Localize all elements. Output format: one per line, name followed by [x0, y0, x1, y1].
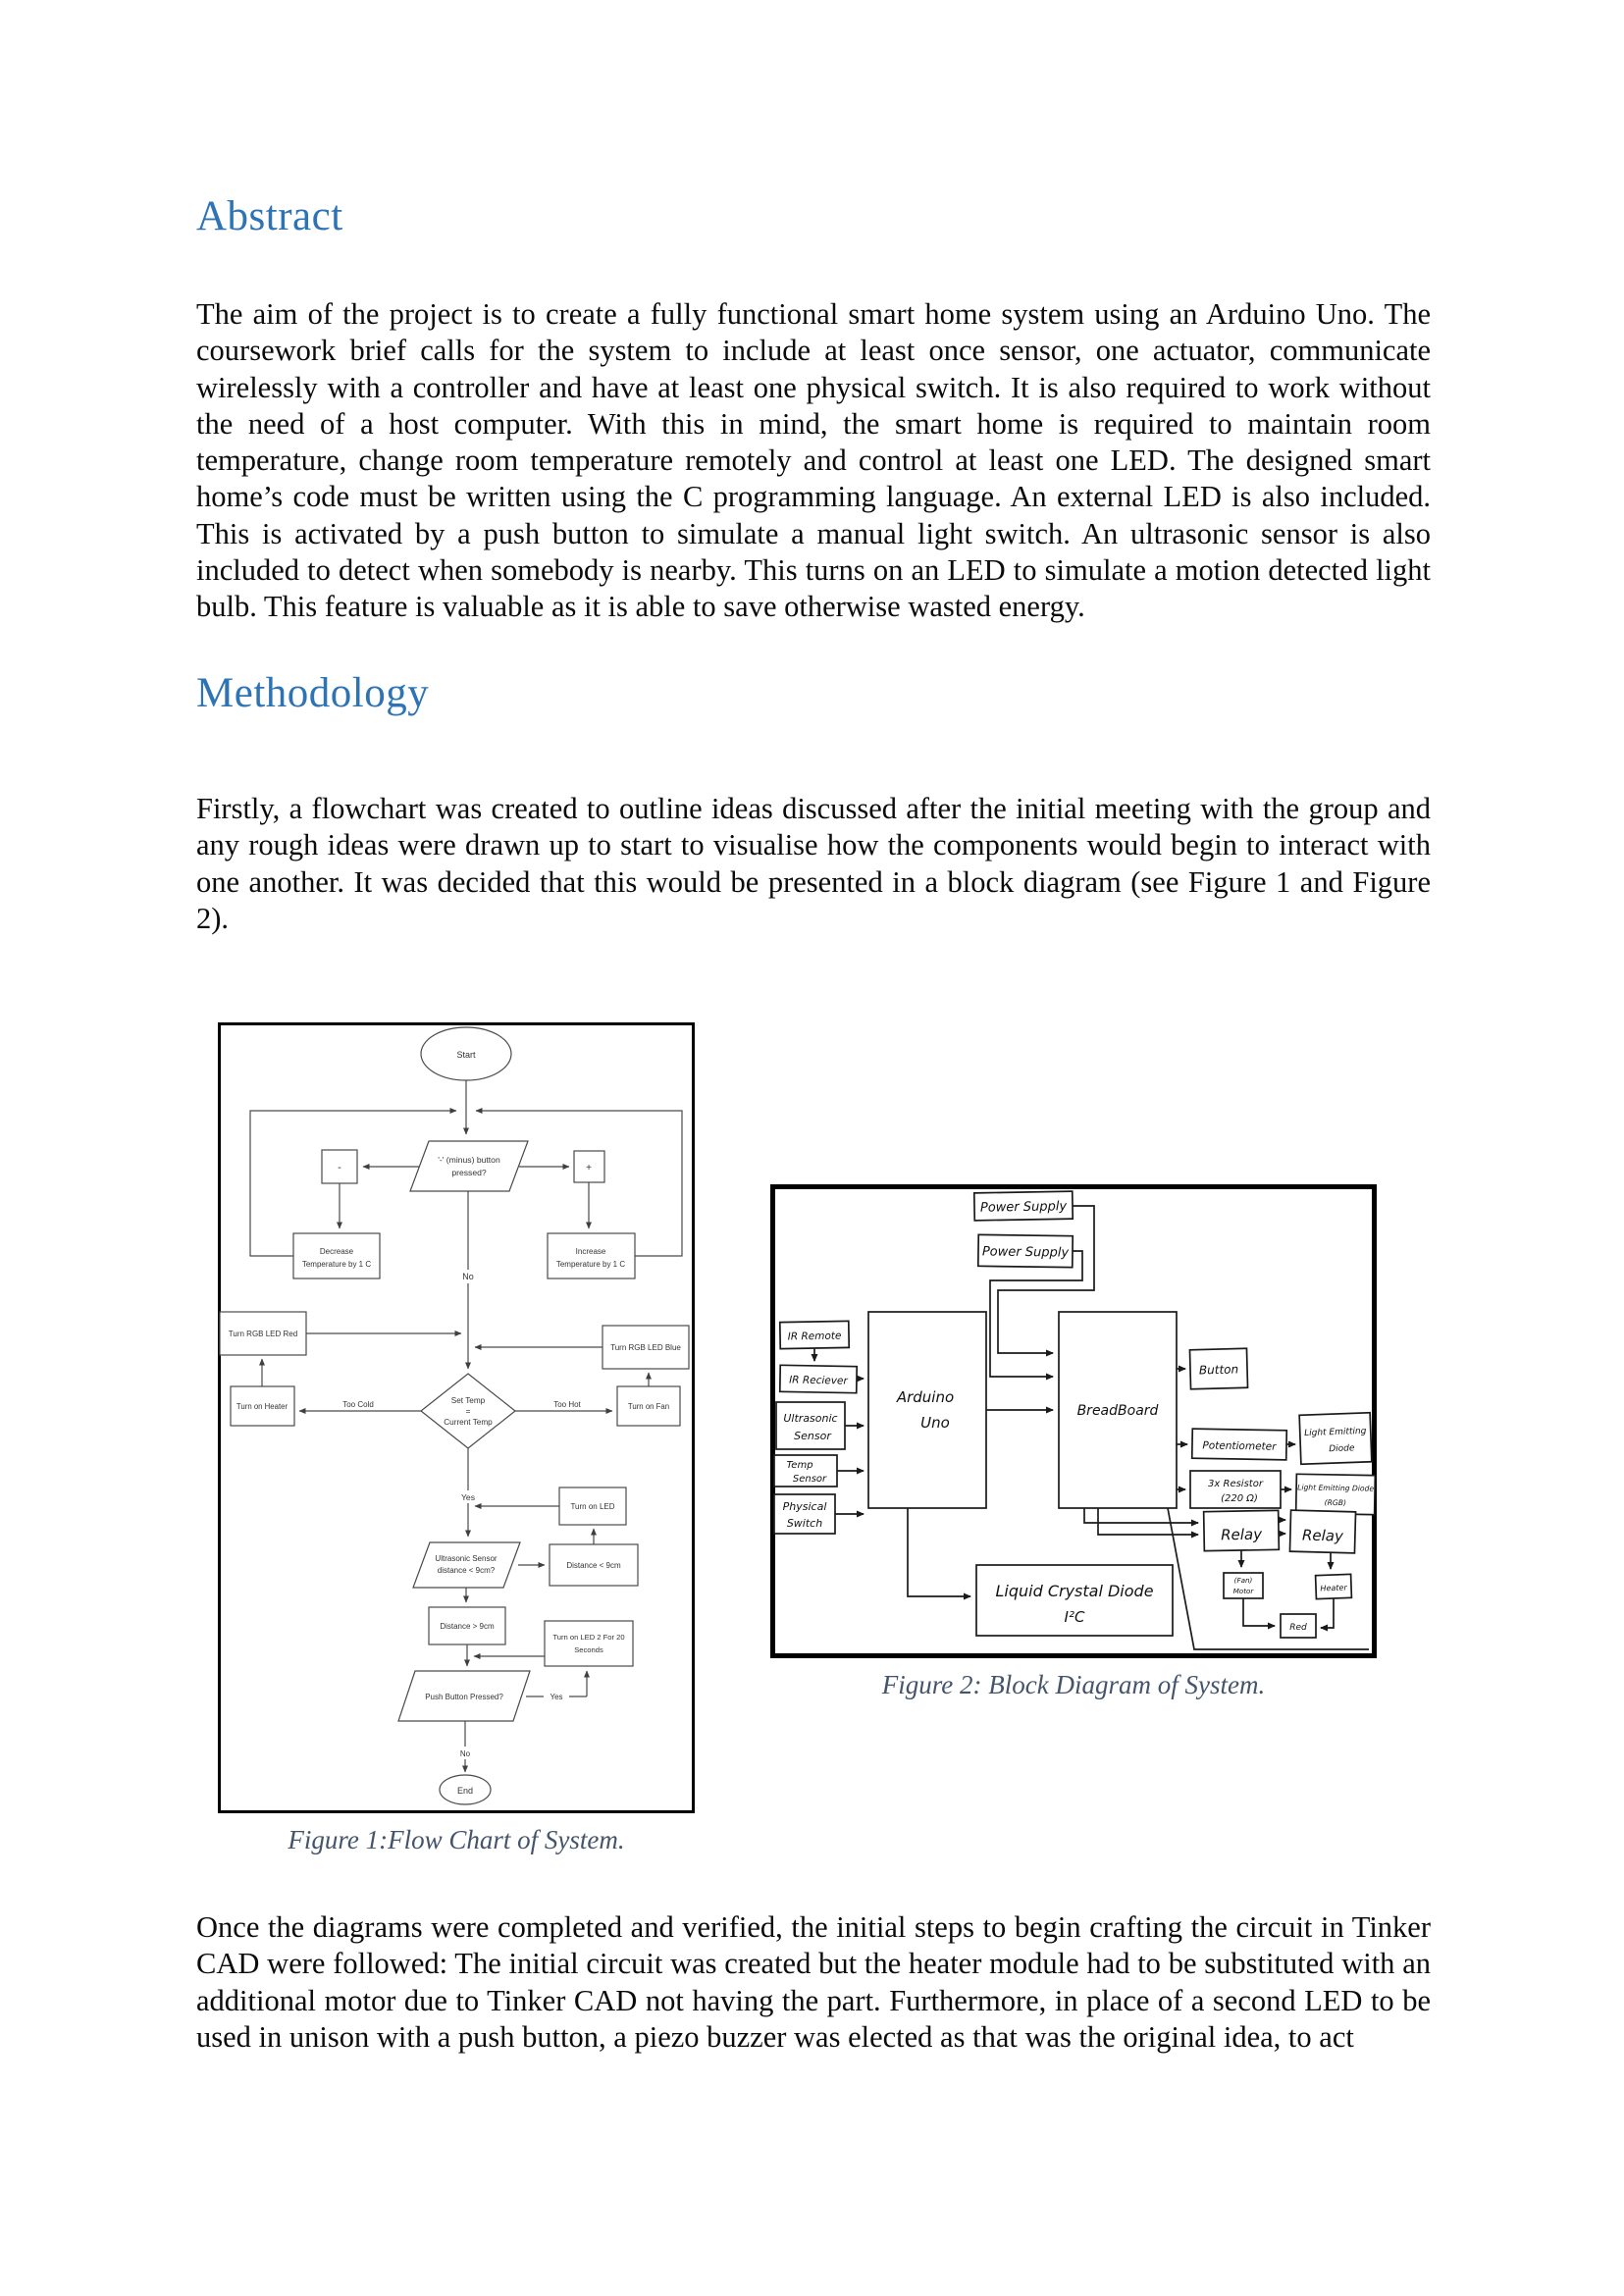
node-increase-temp	[548, 1233, 635, 1278]
block-lcd-i2c	[976, 1565, 1173, 1636]
led2-line2: Seconds	[574, 1645, 603, 1654]
block-light-emitting-diode	[1299, 1413, 1372, 1464]
node-ultrasonic-question	[413, 1542, 520, 1588]
figure1-flowchart	[218, 1022, 695, 1822]
node-start	[421, 1027, 511, 1080]
q1-line2: pressed?	[451, 1168, 487, 1177]
q2-line1: Ultrasonic Sensor	[435, 1554, 498, 1563]
svg-text:Potentiometer: Potentiometer	[1202, 1439, 1277, 1453]
heater-label: Turn on Heater	[236, 1402, 288, 1411]
svg-text:IR Reciever: IR Reciever	[789, 1374, 848, 1387]
block-led-rgb	[1296, 1474, 1376, 1514]
flowchart-svg	[218, 1022, 695, 1817]
svg-text:Red: Red	[1289, 1623, 1307, 1633]
node-led2-20s	[545, 1621, 633, 1666]
svg-text:(220 Ω): (220 Ω)	[1221, 1493, 1258, 1504]
q2-line2: distance < 9cm?	[437, 1566, 496, 1575]
node-temp-decision	[421, 1374, 515, 1448]
block-red	[1281, 1614, 1316, 1638]
svg-text:Diode: Diode	[1329, 1443, 1355, 1455]
svg-text:Power Supply: Power Supply	[981, 1244, 1070, 1261]
node-turn-on-fan	[617, 1386, 680, 1426]
plus-label: +	[586, 1163, 592, 1174]
block-power-supply-2	[978, 1234, 1073, 1267]
rgb-blue-label: Turn RGB LED Blue	[610, 1343, 681, 1352]
start-label: Start	[456, 1050, 476, 1060]
svg-text:Button: Button	[1198, 1362, 1239, 1378]
abstract-heading: Abstract	[196, 193, 343, 239]
figure2-block-diagram	[770, 1184, 1377, 1663]
node-minus-box	[322, 1150, 357, 1183]
block-3x-resistor	[1190, 1471, 1281, 1508]
node-turn-on-led	[559, 1487, 626, 1525]
edge-label-yes2	[544, 1690, 569, 1702]
block-ir-remote	[780, 1321, 849, 1348]
svg-text:IR Remote: IR Remote	[787, 1330, 842, 1343]
block-power-supply-1	[974, 1191, 1073, 1221]
svg-text:Switch: Switch	[786, 1517, 823, 1530]
svg-text:Yes: Yes	[460, 1492, 476, 1502]
abstract-paragraph: The aim of the project is to create a fully functional smart home system using an Arduino Uno. The coursework brief calls for the system to include at least once sensor, one actuator, communicate wirelessly with a controller and have at least one physical switch. It is also required to work without the need of a host computer. With this in mind, the smart home is required to maintain room temperature, change room temperature remotely and control at least one LED. The designed smart home’s code must be written using the C programming language. An external LED is also included. This is activated by a push button to simulate a manual light switch. An ultrasonic sensor is also included to detect when somebody is nearby. This turns on an LED to simulate a motion detected light bulb. This feature is valuable as it is able to save otherwise wasted energy.	[196, 297, 1431, 624]
node-end	[440, 1775, 491, 1804]
methodology-heading: Methodology	[196, 670, 430, 716]
d1-line2: =	[465, 1407, 471, 1416]
increase-line1: Increase	[575, 1247, 606, 1256]
svg-text:Arduino: Arduino	[896, 1388, 955, 1406]
methodology-paragraph: Firstly, a flowchart was created to outline ideas discussed after the initial meeting with the group and any rough ideas were drawn up to start to visualise how the components would begin to interact with one another. It was decided that this would be presented in a block diagram (see Figure 1 and Figure 2).	[196, 792, 1431, 935]
svg-text:Motor: Motor	[1232, 1587, 1254, 1595]
svg-text:(Fan): (Fan)	[1233, 1576, 1253, 1585]
increase-line2: Temperature by 1 C	[555, 1260, 626, 1269]
svg-text:Power Supply: Power Supply	[979, 1199, 1068, 1216]
svg-text:Sensor: Sensor	[794, 1430, 831, 1442]
block-ir-receiver	[780, 1365, 857, 1392]
led2-line1: Turn on LED 2 For 20	[552, 1633, 625, 1642]
svg-text:Light Emitting Diode: Light Emitting Diode	[1297, 1483, 1375, 1493]
block-diagram-svg	[770, 1184, 1377, 1658]
svg-text:Light Emitting: Light Emitting	[1304, 1426, 1367, 1439]
decrease-line2: Temperature by 1 C	[301, 1260, 372, 1269]
node-push-button-question	[398, 1671, 530, 1721]
figure1-caption: Figure 1:Flow Chart of System.	[288, 1825, 625, 1854]
svg-text:No: No	[459, 1749, 471, 1758]
d1-line1: Set Temp	[450, 1396, 486, 1405]
node-distance-less	[550, 1544, 638, 1586]
q3-label: Push Button Pressed?	[425, 1693, 503, 1701]
node-rgb-led-blue	[602, 1326, 689, 1369]
rgb-red-label: Turn RGB LED Red	[228, 1330, 298, 1338]
block-physical-switch	[774, 1494, 835, 1534]
svg-text:Liquid Crystal Diode: Liquid Crystal Diode	[995, 1582, 1154, 1600]
closing-paragraph: Once the diagrams were completed and verified, the initial steps to begin crafting the circuit in Tinker CAD were followed: The initial circuit was created but the heater module had to be substituted with an additional motor due to Tinker CAD not having the part. Furthermore, in place of a second LED to be used in unison with a push button, a piezo buzzer was elected as that was the original idea, to act	[196, 1910, 1431, 2054]
svg-text:Physical: Physical	[782, 1500, 827, 1513]
d1-line3: Current Temp	[444, 1418, 493, 1427]
edge-label-too-hot: Too Hot	[553, 1400, 581, 1409]
block-relay-2	[1289, 1510, 1355, 1553]
node-minus-button-question	[410, 1141, 528, 1191]
block-arduino-uno	[868, 1312, 986, 1508]
edge-label-too-cold: Too Cold	[342, 1400, 374, 1409]
svg-text:Relay: Relay	[1301, 1526, 1344, 1545]
svg-text:Temp: Temp	[786, 1460, 813, 1471]
end-label: End	[456, 1786, 474, 1796]
block-temp-sensor	[774, 1455, 837, 1487]
node-decrease-temp	[293, 1233, 380, 1278]
block-ultrasonic-sensor	[776, 1402, 845, 1449]
node-plus-box	[574, 1151, 604, 1182]
block-breadboard	[1059, 1312, 1177, 1508]
fan-label: Turn on Fan	[627, 1402, 670, 1411]
svg-text:Sensor: Sensor	[792, 1474, 827, 1485]
node-turn-on-heater	[231, 1386, 294, 1426]
svg-text:No: No	[462, 1272, 474, 1281]
edge-label-no1	[457, 1270, 479, 1283]
svg-text:3x Resistor: 3x Resistor	[1208, 1479, 1263, 1489]
svg-text:I²C: I²C	[1064, 1608, 1085, 1626]
edge-label-no2	[454, 1747, 476, 1759]
block-relay-1	[1204, 1510, 1280, 1550]
block-potentiometer	[1192, 1429, 1287, 1460]
svg-text:Relay: Relay	[1220, 1525, 1263, 1544]
node-rgb-led-red	[220, 1312, 306, 1355]
svg-text:(RGB): (RGB)	[1324, 1497, 1347, 1508]
svg-text:Uno: Uno	[920, 1414, 950, 1432]
svg-text:BreadBoard: BreadBoard	[1076, 1403, 1159, 1419]
svg-text:Yes: Yes	[550, 1693, 563, 1701]
q1-line1: '-' (minus) button	[438, 1155, 500, 1165]
distance-greater-label: Distance > 9cm	[440, 1622, 495, 1631]
svg-text:Ultrasonic: Ultrasonic	[783, 1412, 838, 1425]
svg-text:Heater: Heater	[1320, 1583, 1347, 1593]
node-distance-greater	[429, 1607, 505, 1644]
minus-label: -	[338, 1162, 341, 1174]
distance-less-label: Distance < 9cm	[566, 1561, 621, 1570]
block-heater	[1316, 1574, 1352, 1598]
block-fan-motor	[1224, 1573, 1263, 1598]
figure2-caption: Figure 2: Block Diagram of System.	[881, 1670, 1266, 1699]
turn-on-led-label: Turn on LED	[570, 1502, 615, 1511]
edge-label-yes1	[456, 1490, 480, 1503]
block-button	[1189, 1348, 1247, 1389]
decrease-line1: Decrease	[319, 1247, 354, 1256]
